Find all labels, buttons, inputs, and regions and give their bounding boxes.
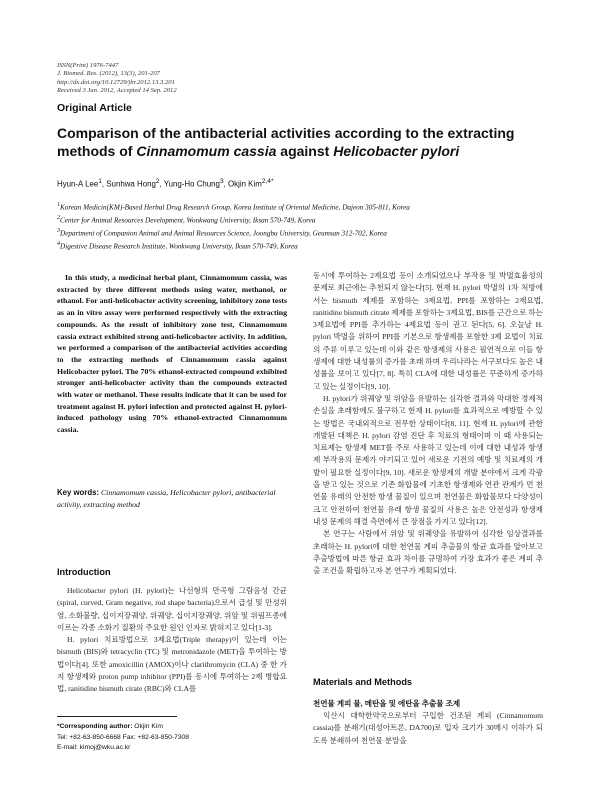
abstract-text: In this study, a medicinal herbal plant, Cinnamomum cassia, was extracted by three different methods using water, methanol, or ethanol. For anti-helicobacter activity screening, inhibitory zone tests as an in vitro assay were performed respectively with the extracting compounds. As the result of inhibitory zone test, Cinnamomum cassia extract exhibited strong anti-helicobacter activity. In addition, we performed a comparison of the antibacterial activities according to the extracting methods of Cinnamomum cassia against Helicobacter pylori. The 70% ethanol-extracted compound exhibited stronger anti-helicobacter activity than the compounds extracted with water or methanol. These results indicate that it can be used for treatment against H. pylori infection and protected against H. pylori-induced pathology using 70% ethanol-extracted Cinnamomum cassia. <box>57 273 287 435</box>
correspondence-block <box>57 722 189 754</box>
keywords-label: Key words: <box>57 488 100 497</box>
title-organism1: Cinnamomum cassia <box>136 143 277 159</box>
author-affil-mark: 3 <box>219 178 224 185</box>
body-paragraph: H. pylori가 위궤양 및 위암을 유발하는 심각한 결과와 막대한 경제적 손실을 초래함에도 불구하고 현재 H. pylori를 효과적으로 예방할 수 있는 방법은 국내외적으로 전무한 상태이다[8, 11]. 현재 H. pylori에 관한 개발된 대책은 H. pylori 감염 진단 후 치료의 형태이며 이 때 사용되는 치료제는 항생제 MET를 주로 사용하고 있는데 이에 대한 내성과 항생제 부작용의 문제가 야기되고 있어 새로운 기전의 예방 및 치료제의 개발이 필요한 실정이다[9, 10]. 새로운 항생제의 개발 분야에서 크게 각광을 받고 있는 것으로 기존 화합물에 기초한 항생제와 연관 관계가 먼 천연물 유래의 안전한 항생 물질이 있으며 천연물은 화합물보다 다양성이 크고 안전하여 천연물 유래 항생 물질의 사용은 높은 안전성과 항생제 내성 문제의 해결 측면에서 큰 장점을 가지고 있다[12]. <box>313 393 543 526</box>
corresponding-author <box>57 722 189 733</box>
methods-heading: Materials and Methods <box>313 677 413 687</box>
methods-subheading: 천연물 계피 물, 메탄올 및 에탄올 추출물 조제 <box>313 699 461 708</box>
author-list: Hyun-A Lee$^1$, Sunhwa Hong$^2$, Yung-Ho Chung$^3$, Okjin Kim$^{2,4*}$ <box>57 178 274 189</box>
methods-body <box>313 710 543 747</box>
author-affil-mark: 2 <box>155 178 160 185</box>
affiliation-list <box>57 200 410 252</box>
author-name: Hyun-A Lee <box>57 179 99 189</box>
affil-number: 2,4 <box>261 178 271 185</box>
received-line: Received 3 Jun. 2012, Accepted 14 Sep. 2012 <box>57 86 177 94</box>
corresponding-name: Okjin Kim <box>132 723 163 730</box>
title-organism2: Helicobacter pylori <box>333 143 460 159</box>
body-paragraph: 본 연구는 사람에서 위암 및 위궤양을 유발하여 심각한 임상결과를 초래하는 H. pylori에 대한 천연물 계피 추출물의 항균 효과를 알아보고 추출방법에 따른 항균 효과 차이를 규명하여 가장 효과가 좋은 계피 추출 조건을 확립하고자 본 연구가 계획되었다. <box>313 529 543 576</box>
affil-number: 3 <box>57 228 60 235</box>
author-affil-mark <box>262 178 274 185</box>
title-part2: against <box>276 143 334 159</box>
corresponding-mark: * <box>270 178 274 185</box>
contact-phone: Tel: +82-63-850-6668 Fax: +82-63-850-7308 <box>57 733 189 741</box>
affiliation-item <box>57 239 410 252</box>
article-title <box>57 124 557 160</box>
article-type: Original Article <box>57 102 132 114</box>
affiliation-item <box>57 200 410 213</box>
issn-line: ISSN(Print) 1976-7447 <box>57 62 119 69</box>
corresponding-label: *Corresponding author: <box>57 723 133 730</box>
author-affil-mark: 1 <box>98 178 102 185</box>
journal-header <box>57 62 177 95</box>
doi-link[interactable]: http://dx.doi.org/10.12729/jbr.2012.13.3.201 <box>57 78 175 86</box>
abstract <box>57 272 287 436</box>
methods-paragraph: 익산시 대학한약국으로부터 구입한 건조된 계피 (Cinnamomum cassia)를 분쇄기(대성아트론, DA700)로 입자 크기가 30메시 이하가 되도록 분쇄하여 천연물 분말을 <box>313 711 543 745</box>
author-name: Okjin Kim <box>228 179 262 189</box>
introduction-body <box>57 585 287 696</box>
keywords-text: Cinnamomum cassia, Helicobacter pylori, antibacterial activity, extracting method <box>57 488 276 509</box>
affil-number: 2 <box>57 215 60 222</box>
author-name: Sunhwa Hong <box>106 179 156 189</box>
affil-number: 4 <box>57 241 60 248</box>
title-part1: Comparison of the antibacterial activities according to the extracting methods of <box>57 125 515 159</box>
intro-paragraph: Helicobacter pylori (H. pylori)는 나선형의 만곡형 그람음성 간균(spiral, curved, Gram negative, rod shape bacteria)으로서 급성 및 만성위염, 소화불량, 십이지장궤양, 위궤양, 십이지장궤양, 위암 및 위림프종에 이르는 각종 소화기 질환의 주요한 원인 인자로 밝혀지고 있다[1-3]. <box>57 586 287 632</box>
author-name: Yung-Ho Chung <box>163 179 220 189</box>
footnote-divider <box>57 716 177 717</box>
affil-text: Center for Animal Resources Development, Wonkwang University, Iksan 570-749, Korea <box>60 216 316 225</box>
contact-email[interactable]: E-mail: kimoj@wku.ac.kr <box>57 744 131 752</box>
affiliation-item <box>57 213 410 226</box>
right-column-body <box>313 270 543 577</box>
body-paragraph: 동시에 투여하는 2제요법 등이 소개되었으나 부작용 및 박멸효율성의 문제로 최근에는 추천되지 않는다[5]. 현재 H. pylori 박멸의 1차 처방에서는 bismuth 제제를 포함하는 3제요법, PPI를 포함하는 2제요법, ranitidine bismuth citrate 제제를 포함하는 3제요법, BIS를 근간으로 하는 3제요법에 PPI를 추가하는 4제요법 등이 권고 된다[5, 6]. 오늘날 H. pylori 박멸을 위하여 PPI를 기본으로 항생제를 포함한 3제 요법이 치료의 주류 이루고 있는데 이와 같은 항생제의 사용은 필연적으로 이들 항생제에 대한 내성률의 증가를 초래 하며 우리나라는 서구보다도 높은 내성률을 보이고 있다[7, 8]. 특히 CLA에 대한 내성률은 꾸준하게 증가하고 있는 실정이다[9, 10]. <box>313 271 543 391</box>
affil-text: Digestive Disease Research Institute, Wonkwang University, Iksan 570-749, Korea <box>60 242 298 251</box>
intro-paragraph: H. pylori 치료방법으로 3제요법(Triple therapy)이 있는데 이는 bismuth (BIS)와 tetracyclin (TC) 및 metronidazole (MET)을 투여하는 방법이다[4]. 또한 amoxicillin (AMOX)이나 clarithromycin (CLA) 중 한 가지 항생제와 proton pump inhibitor (PPI)를 동시에 투여하는 2제 병합요법, ranitidine bismuth cirate (RBC)와 CLA를 <box>57 635 287 694</box>
keywords <box>57 487 287 510</box>
introduction-heading: Introduction <box>57 567 111 577</box>
citation-line: J. Biomed. Res. (2012), 13(3), 201-207 <box>57 70 160 78</box>
affil-text: Department of Companion Animal and Animal Resources Science, Joongbu University, Geumsan 312-702, Korea <box>60 229 387 238</box>
affil-text: Korean Medicin(KM)-Based Herbal Drug Research Group, Korea Institute of Oriental Medicine, Dajeon 305-811, Korea <box>60 203 410 212</box>
affiliation-item <box>57 226 410 239</box>
affil-number: 1 <box>57 202 60 208</box>
